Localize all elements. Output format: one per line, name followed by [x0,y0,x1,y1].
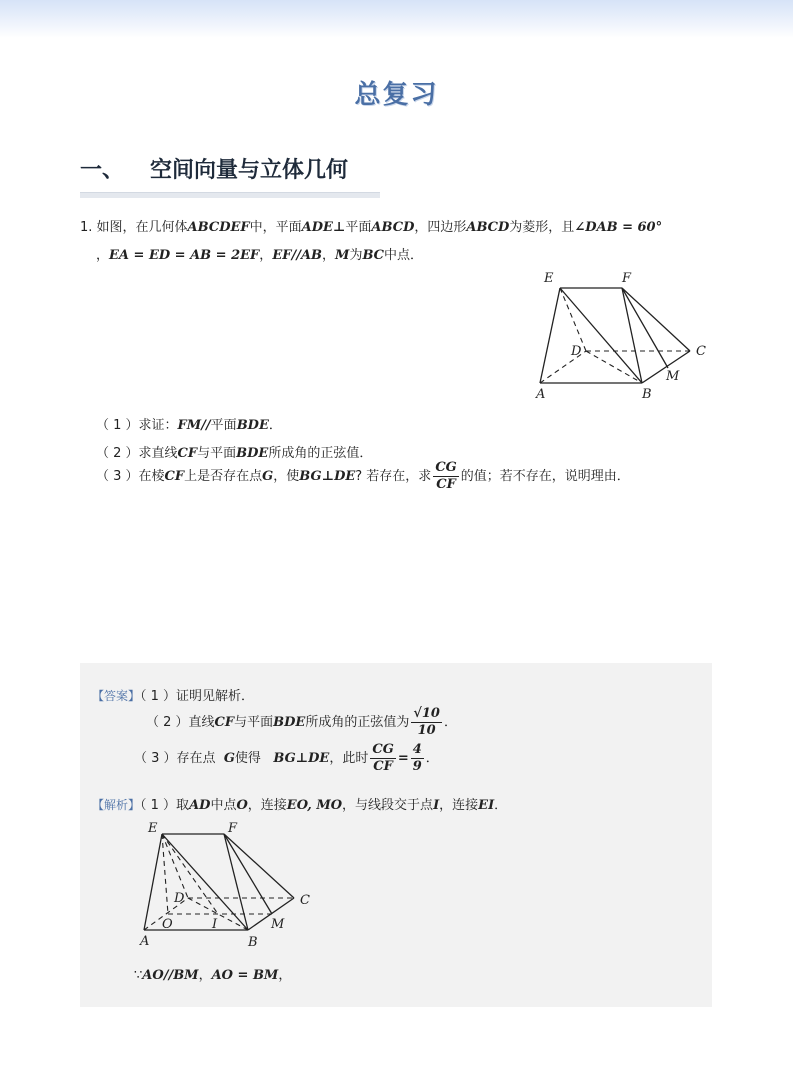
text: ，与线段交于点 [342,798,434,813]
math: ADE⊥ [301,220,346,235]
text: （ 2 ）求直线 [96,446,178,461]
fraction-sqrt10-10 [411,706,442,739]
label-E: E [148,821,158,836]
answer-line-2 [146,706,457,739]
numerator: √10 [413,706,440,721]
math: BDE [273,715,306,730]
section-heading [80,153,380,184]
fraction-cg-cf [433,460,458,493]
text: 与平面 [234,715,274,730]
text: ， [96,248,110,263]
text: 所成角的正弦值． [268,446,373,461]
text: （ 3 ）在棱 [96,469,165,484]
label-C: C [696,344,706,359]
math: BDE [236,446,269,461]
math: AO = BM [211,968,279,983]
label-M: M [271,917,285,932]
label-A: A [536,387,546,402]
text: ? 若存在，求 [355,469,432,484]
geometry-figure-1 [530,268,720,406]
text: （ 1 ）证明见解析． [140,689,255,704]
label-E: E [544,271,554,286]
math: AO//BM [142,968,199,983]
text: （ 1 ）求证： [96,418,178,433]
text: ，连接 [247,798,287,813]
label-O: O [162,917,173,932]
math: EA = ED = AB = 2EF [109,248,260,263]
numerator: CG [435,460,457,475]
label-B: B [248,935,258,950]
denominator: 9 [412,759,422,774]
numerator: CG [372,742,394,757]
text: ． [268,418,282,433]
label-F: F [228,821,238,836]
math: BG⊥DE [273,751,330,766]
denominator: CF [436,477,456,492]
math: CF [164,469,185,484]
text: 1. 如图，在几何体 [80,220,188,235]
math: BG⊥DE [299,469,356,484]
text: 中点． [384,248,424,263]
text: ， [259,248,273,263]
math: EI [478,798,495,813]
text: ． [443,715,457,730]
text: 使得 [234,751,261,766]
text: 为 [349,248,363,263]
math: G [223,751,235,766]
math: I [433,798,440,813]
label-D: D [571,344,582,359]
label-I: I [212,917,218,932]
label-A: A [140,934,150,949]
analysis-tag: 【解析】 [92,798,141,812]
math: AD [189,798,211,813]
math: BC [362,248,385,263]
math: FM// [177,418,211,433]
text: ， [278,968,292,983]
text: （ 2 ）直线 [146,715,215,730]
section-number: 一、 [80,158,125,183]
problem-line-2 [96,244,423,263]
text: 所成角的正弦值为 [305,715,410,730]
denominator: CF [373,759,393,774]
numerator: 4 [412,742,422,757]
math: ABCD [466,220,510,235]
math: = [397,751,409,766]
text: 的值；若不存在，说明理由． [460,469,630,484]
text: ，使 [273,469,300,484]
answer-line-3 [134,742,439,775]
text: ，连接 [439,798,479,813]
analysis-line-2 [134,964,291,983]
label-C: C [300,893,310,908]
math: ∠DAB = 60° [574,220,663,235]
math: CF [177,446,198,461]
page-title: 总复习 [354,80,439,110]
text: （ 3 ）存在点 [134,751,216,766]
math: ABCDEF [187,220,250,235]
problem-line-1 [80,216,662,235]
text: ． [425,751,439,766]
math: EF//AB [272,248,323,263]
answer-tag: 【答案】 [92,689,141,703]
math: BDE [236,418,269,433]
text: ，此时 [329,751,369,766]
math: G [262,469,274,484]
text: （ 1 ）取 [140,798,190,813]
denominator: 10 [417,723,436,738]
math: EO, MO [286,798,343,813]
answer-line-1 [92,685,254,704]
math: M [335,248,350,263]
text: 上是否存在点 [184,469,263,484]
label-D: D [174,891,185,906]
text: 为菱形，且 [509,220,575,235]
math: ABCD [371,220,415,235]
label-B: B [642,387,652,402]
text: 与平面 [197,446,237,461]
geometry-figure-2 [138,816,328,952]
section-title: 空间向量与立体几何 [150,158,349,183]
question-3 [96,460,630,493]
text: ， [322,248,336,263]
fraction-cg-cf-answer [370,742,395,775]
math: O [236,798,248,813]
text: ． [494,798,508,813]
text: 中，平面 [249,220,302,235]
question-2 [96,442,372,461]
text: ， [198,968,212,983]
label-F: F [622,271,632,286]
fraction-4-9 [411,742,424,775]
text: 中点 [210,798,237,813]
section-underline [80,192,380,198]
header-band [0,0,793,38]
math: CF [214,715,235,730]
text: 平面 [210,418,237,433]
analysis-line-1 [92,794,507,813]
label-M: M [666,369,680,384]
question-1 [96,414,282,433]
text: ，四边形 [414,220,467,235]
text: 平面 [345,220,372,235]
text: ∵ [134,968,143,983]
